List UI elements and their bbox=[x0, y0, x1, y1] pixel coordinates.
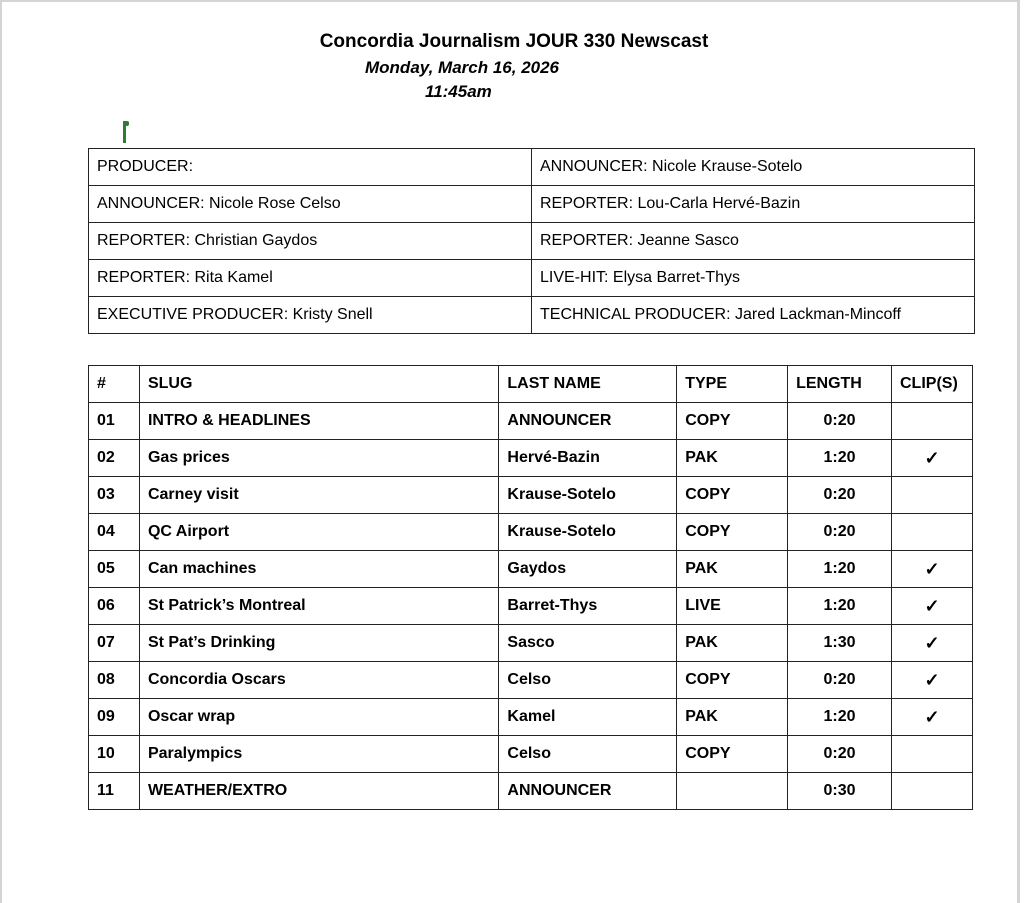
cell-last-name[interactable]: Hervé-Bazin bbox=[499, 440, 677, 477]
checkmark-icon[interactable] bbox=[892, 736, 973, 773]
title-text: Concordia Journalism JOUR 330 Newscast bbox=[319, 31, 709, 52]
cell-num[interactable]: 10 bbox=[89, 736, 140, 773]
newscast-time: 11:45am bbox=[425, 82, 492, 101]
crew-table bbox=[88, 148, 975, 334]
checkmark-icon[interactable]: ✓ bbox=[892, 551, 973, 588]
cell-last-name[interactable]: Barret-Thys bbox=[499, 588, 677, 625]
newscast-date: Monday, March 16, 2026 bbox=[365, 58, 560, 77]
rundown-row bbox=[89, 514, 973, 551]
cell-type[interactable]: LIVE bbox=[677, 588, 788, 625]
crew-cell[interactable]: REPORTER: Rita Kamel bbox=[89, 260, 532, 297]
cell-last-name[interactable]: ANNOUNCER bbox=[499, 403, 677, 440]
cell-num[interactable]: 08 bbox=[89, 662, 140, 699]
cell-type[interactable]: COPY bbox=[677, 403, 788, 440]
cell-length[interactable]: 0:20 bbox=[788, 662, 892, 699]
header-type[interactable]: TYPE bbox=[677, 366, 788, 403]
cell-num[interactable]: 04 bbox=[89, 514, 140, 551]
crew-cell[interactable]: REPORTER: Lou-Carla Hervé-Bazin bbox=[532, 186, 975, 223]
crew-cell[interactable]: LIVE-HIT: Elysa Barret-Thys bbox=[532, 260, 975, 297]
cell-length[interactable]: 1:20 bbox=[788, 440, 892, 477]
cell-type[interactable]: PAK bbox=[677, 699, 788, 736]
checkmark-icon[interactable]: ✓ bbox=[892, 588, 973, 625]
cell-slug[interactable]: Oscar wrap bbox=[139, 699, 498, 736]
checkmark-icon[interactable] bbox=[892, 403, 973, 440]
header-clips[interactable]: CLIP(S) bbox=[892, 366, 973, 403]
cell-num[interactable]: 05 bbox=[89, 551, 140, 588]
cell-last-name[interactable]: Krause-Sotelo bbox=[499, 514, 677, 551]
cell-num[interactable]: 01 bbox=[89, 403, 140, 440]
rundown-row bbox=[89, 551, 973, 588]
cell-type[interactable] bbox=[677, 773, 788, 810]
cell-length[interactable]: 0:20 bbox=[788, 477, 892, 514]
checkmark-icon[interactable]: ✓ bbox=[892, 440, 973, 477]
cell-slug[interactable]: QC Airport bbox=[139, 514, 498, 551]
cell-num[interactable]: 11 bbox=[89, 773, 140, 810]
crew-cell[interactable]: REPORTER: Christian Gaydos bbox=[89, 223, 532, 260]
cell-length[interactable]: 1:20 bbox=[788, 699, 892, 736]
cell-num[interactable]: 07 bbox=[89, 625, 140, 662]
crew-row bbox=[89, 223, 975, 260]
cell-length[interactable]: 0:20 bbox=[788, 736, 892, 773]
crew-cell[interactable]: TECHNICAL PRODUCER: Jared Lackman-Mincoff bbox=[532, 297, 975, 334]
cell-type[interactable]: COPY bbox=[677, 477, 788, 514]
cell-type[interactable]: COPY bbox=[677, 736, 788, 773]
rundown-row bbox=[89, 625, 973, 662]
crew-row bbox=[89, 297, 975, 334]
rundown-row bbox=[89, 699, 973, 736]
cell-num[interactable]: 09 bbox=[89, 699, 140, 736]
crew-row bbox=[89, 186, 975, 223]
rundown-header-row bbox=[89, 366, 973, 403]
rundown-row bbox=[89, 477, 973, 514]
crew-cell[interactable]: EXECUTIVE PRODUCER: Kristy Snell bbox=[89, 297, 532, 334]
rundown-row bbox=[89, 662, 973, 699]
rundown-row bbox=[89, 736, 973, 773]
crew-cell[interactable]: ANNOUNCER: Nicole Krause-Sotelo bbox=[532, 149, 975, 186]
checkmark-icon[interactable]: ✓ bbox=[892, 699, 973, 736]
checkmark-icon[interactable] bbox=[892, 477, 973, 514]
cell-length[interactable]: 1:20 bbox=[788, 551, 892, 588]
cell-last-name[interactable]: Celso bbox=[499, 662, 677, 699]
rundown-row bbox=[89, 440, 973, 477]
cell-slug[interactable]: Can machines bbox=[139, 551, 498, 588]
header-num[interactable]: # bbox=[89, 366, 140, 403]
cell-length[interactable]: 1:20 bbox=[788, 588, 892, 625]
cell-num[interactable]: 03 bbox=[89, 477, 140, 514]
rundown-table bbox=[88, 365, 973, 810]
cell-slug[interactable]: St Pat’s Drinking bbox=[139, 625, 498, 662]
crew-row bbox=[89, 149, 975, 186]
cell-last-name[interactable]: Krause-Sotelo bbox=[499, 477, 677, 514]
header-length[interactable]: LENGTH bbox=[788, 366, 892, 403]
cell-last-name[interactable]: Kamel bbox=[499, 699, 677, 736]
rundown-row bbox=[89, 588, 973, 625]
crew-cell[interactable]: PRODUCER: bbox=[89, 149, 532, 186]
cell-type[interactable]: PAK bbox=[677, 440, 788, 477]
cell-last-name[interactable]: ANNOUNCER bbox=[499, 773, 677, 810]
cell-type[interactable]: PAK bbox=[677, 551, 788, 588]
cell-length[interactable]: 1:30 bbox=[788, 625, 892, 662]
crew-row bbox=[89, 260, 975, 297]
cell-last-name[interactable]: Sasco bbox=[499, 625, 677, 662]
cell-num[interactable]: 02 bbox=[89, 440, 140, 477]
cell-last-name[interactable]: Celso bbox=[499, 736, 677, 773]
cell-length[interactable]: 0:30 bbox=[788, 773, 892, 810]
cursor-flag-icon[interactable] bbox=[123, 121, 126, 143]
cell-slug[interactable]: Gas prices bbox=[139, 440, 498, 477]
cell-slug[interactable]: WEATHER/EXTRO bbox=[139, 773, 498, 810]
checkmark-icon[interactable] bbox=[892, 514, 973, 551]
cell-slug[interactable]: St Patrick’s Montreal bbox=[139, 588, 498, 625]
cell-slug[interactable]: Paralympics bbox=[139, 736, 498, 773]
cell-slug[interactable]: Concordia Oscars bbox=[139, 662, 498, 699]
crew-cell[interactable]: REPORTER: Jeanne Sasco bbox=[532, 223, 975, 260]
cell-length[interactable]: 0:20 bbox=[788, 403, 892, 440]
cell-type[interactable]: COPY bbox=[677, 514, 788, 551]
cell-num[interactable]: 06 bbox=[89, 588, 140, 625]
header-last-name[interactable]: LAST NAME bbox=[499, 366, 677, 403]
rundown-row bbox=[89, 773, 973, 810]
cell-slug[interactable]: INTRO & HEADLINES bbox=[139, 403, 498, 440]
crew-cell[interactable]: ANNOUNCER: Nicole Rose Celso bbox=[89, 186, 532, 223]
cell-type[interactable]: PAK bbox=[677, 625, 788, 662]
rundown-row bbox=[89, 403, 973, 440]
document-title bbox=[2, 31, 1024, 53]
checkmark-icon[interactable]: ✓ bbox=[892, 662, 973, 699]
checkmark-icon[interactable] bbox=[892, 773, 973, 810]
header-slug[interactable]: SLUG bbox=[139, 366, 498, 403]
cell-length[interactable]: 0:20 bbox=[788, 514, 892, 551]
cell-last-name[interactable]: Gaydos bbox=[499, 551, 677, 588]
checkmark-icon[interactable]: ✓ bbox=[892, 625, 973, 662]
cell-type[interactable]: COPY bbox=[677, 662, 788, 699]
cell-slug[interactable]: Carney visit bbox=[139, 477, 498, 514]
